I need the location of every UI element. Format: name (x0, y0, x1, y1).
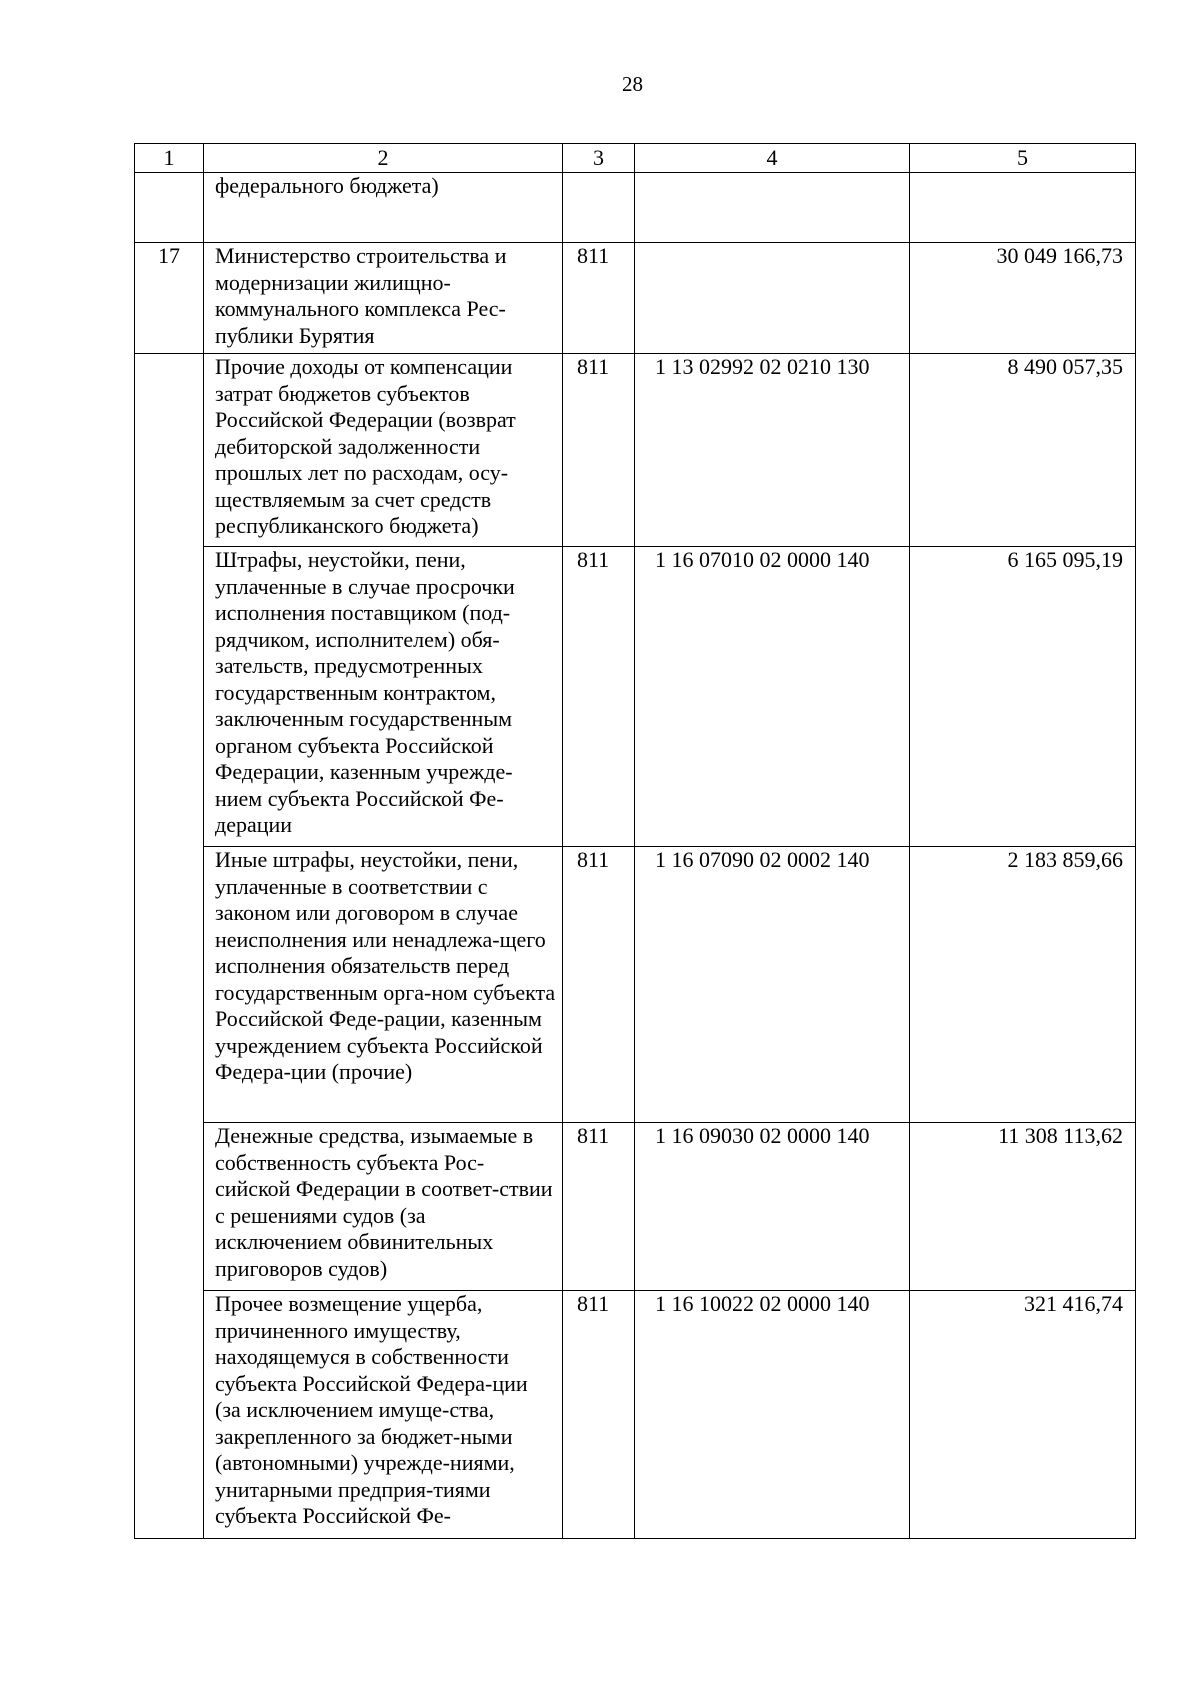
row-income-code-cell: 1 16 09030 02 0000 140 (635, 1123, 910, 1291)
row-name-cell: Прочее возмещение ущерба, причиненного имуществу, находящемуся в собственности субъекта Российской Федера-ции (за исключением имуще-ства, закрепленного за бюджет-ными (автономными) учрежде-ниями, унитарными предприя-тиями субъекта Российской Фе- (204, 1291, 563, 1539)
row-sum-cell: 2 183 859,66 (910, 847, 1136, 1123)
row-number-cell (135, 547, 204, 847)
row-number-cell: 17 (135, 243, 204, 354)
row-name-cell: Министерство строительства и модернизации жилищно-коммунального комплекса Рес-публики Бурятия (204, 243, 563, 354)
row-income-code-cell: 1 16 10022 02 0000 140 (635, 1291, 910, 1539)
row-name-cell: Иные штрафы, неустойки, пени, уплаченные в соответствии с законом или договором в случае неисполнения или ненадлежа-щего исполнения обязательств перед государственным орга-ном субъекта Российской Феде-рации, казенным учреждением субъекта Российской Федера-ции (прочие) (204, 847, 563, 1123)
table-row (135, 547, 1136, 847)
row-number-cell (135, 173, 204, 243)
row-sum-cell: 11 308 113,62 (910, 1123, 1136, 1291)
column-numbers-row (135, 144, 1136, 173)
row-sum-cell: 30 049 166,73 (910, 243, 1136, 354)
row-admin-code-cell: 811 (563, 847, 635, 1123)
row-sum-cell: 321 416,74 (910, 1291, 1136, 1539)
column-header-4: 4 (635, 144, 910, 173)
revenue-table (134, 143, 1136, 1539)
row-income-code-cell: 1 13 02992 02 0210 130 (635, 354, 910, 547)
column-header-3: 3 (563, 144, 635, 173)
table-row (135, 173, 1136, 243)
row-number-cell (135, 847, 204, 1123)
row-number-cell (135, 1291, 204, 1539)
row-income-code-cell: 1 16 07010 02 0000 140 (635, 547, 910, 847)
row-sum-cell: 8 490 057,35 (910, 354, 1136, 547)
column-header-2: 2 (204, 144, 563, 173)
row-income-code-cell (635, 243, 910, 354)
row-income-code-cell: 1 16 07090 02 0002 140 (635, 847, 910, 1123)
table-row (135, 354, 1136, 547)
row-admin-code-cell: 811 (563, 547, 635, 847)
row-income-code-cell (635, 173, 910, 243)
row-sum-cell: 6 165 095,19 (910, 547, 1136, 847)
table-row (135, 1291, 1136, 1539)
column-header-1: 1 (135, 144, 204, 173)
row-admin-code-cell: 811 (563, 354, 635, 547)
table-row (135, 1123, 1136, 1291)
row-name-cell: федерального бюджета) (204, 173, 563, 243)
row-number-cell (135, 1123, 204, 1291)
table-row (135, 847, 1136, 1123)
row-admin-code-cell: 811 (563, 243, 635, 354)
row-number-cell (135, 354, 204, 547)
row-sum-cell (910, 173, 1136, 243)
row-admin-code-cell: 811 (563, 1291, 635, 1539)
row-name-cell: Штрафы, неустойки, пени, уплаченные в случае просрочки исполнения поставщиком (под-рядчиком, исполнителем) обя-зательств, предусмотренных государственным контрактом, заключенным государственным органом субъекта Российской Федерации, казенным учрежде-нием субъекта Российской Фе-дерации (204, 547, 563, 847)
row-admin-code-cell (563, 173, 635, 243)
row-admin-code-cell: 811 (563, 1123, 635, 1291)
table-row (135, 243, 1136, 354)
row-name-cell: Денежные средства, изымаемые в собственность субъекта Рос-сийской Федерации в соответ-ствии с решениями судов (за исключением обвинительных приговоров судов) (204, 1123, 563, 1291)
row-name-cell: Прочие доходы от компенсации затрат бюджетов субъектов Российской Федерации (возврат дебиторской задолженности прошлых лет по расходам, осу-ществляемым за счет средств республиканского бюджета) (204, 354, 563, 547)
page-number: 28 (622, 72, 643, 96)
column-header-5: 5 (910, 144, 1136, 173)
